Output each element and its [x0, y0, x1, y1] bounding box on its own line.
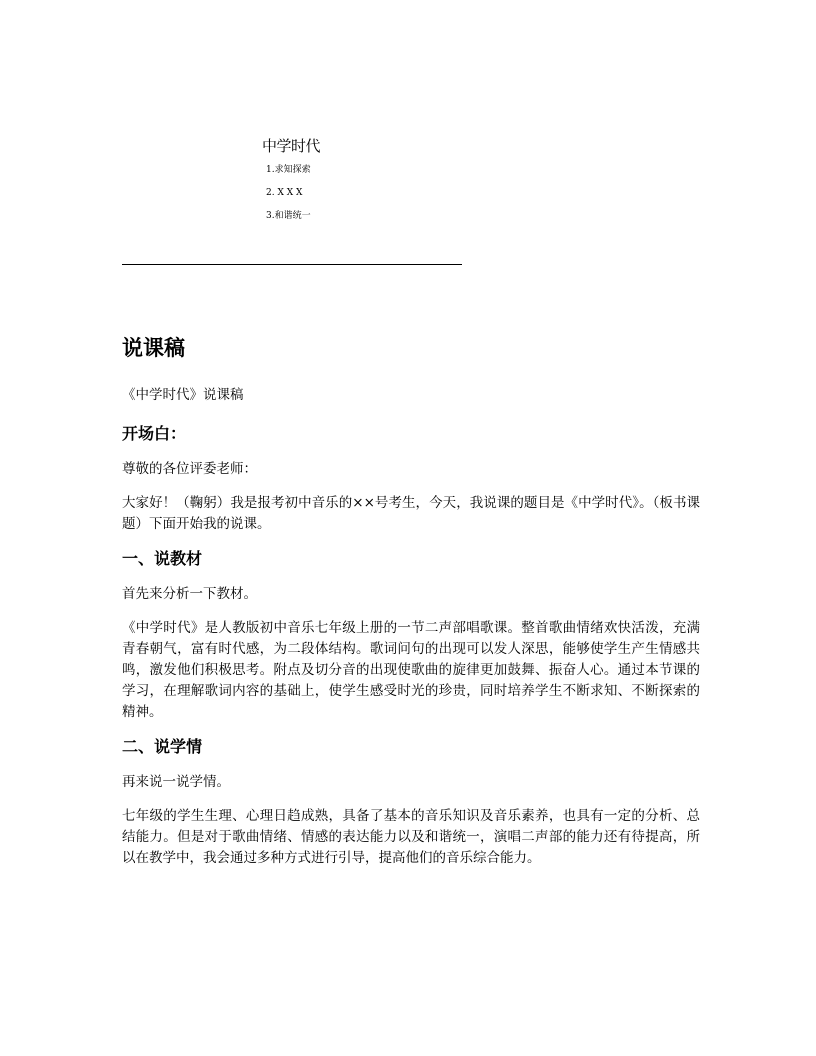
section1-paragraph-2: 《中学时代》是人教版初中音乐七年级上册的一节二声部唱歌课。整首歌曲情绪欢快活泼，充满青春朝气，富有时代感，为二段体结构。歌词问句的出现可以发人深思，能够使学生产生情感共鸣，激发他们积极思考。附点及切分音的出现使歌曲的旋律更加鼓舞、振奋人心。通过本节课的学习，在理解歌词内容的基础上，使学生感受时光的珍贵，同时培养学生不断求知、不断探索的精神。 [122, 620, 700, 720]
section2-heading: 二、说学情 [122, 737, 203, 756]
board-title: 中学时代 [262, 137, 321, 155]
document-title: 说课稿 [122, 336, 185, 360]
separator-line [122, 264, 462, 265]
blackboard-sketch [262, 136, 382, 233]
section2-paragraph-1: 再来说一说学情。 [122, 774, 230, 790]
intro-paragraph: 大家好！（鞠躬）我是报考初中音乐的××号考生，今天，我说课的题目是《中学时代》。（板书课题）下面开始我的说课。 [122, 495, 700, 532]
section2-paragraph-2: 七年级的学生生理、心理日趋成熟，具备了基本的音乐知识及音乐素养，也具有一定的分析、总结能力。但是对于歌曲情绪、情感的表达能力以及和谐统一，演唱二声部的能力还有待提高，所以在教学中，我会通过多种方式进行引导，提高他们的音乐综合能力。 [122, 808, 700, 866]
section1-paragraph-1: 首先来分析一下教材。 [122, 586, 257, 602]
document-subtitle: 《中学时代》说课稿 [122, 387, 244, 403]
document-body [122, 333, 700, 882]
section1-heading: 一、说教材 [122, 549, 203, 568]
board-item-2: 2. X X X [266, 188, 303, 198]
board-item-1: 1.求知探索 [266, 165, 311, 175]
opening-heading: 开场白： [122, 424, 187, 443]
greeting-paragraph: 尊敬的各位评委老师： [122, 461, 257, 477]
board-item-3: 3.和谐统一 [266, 211, 311, 221]
